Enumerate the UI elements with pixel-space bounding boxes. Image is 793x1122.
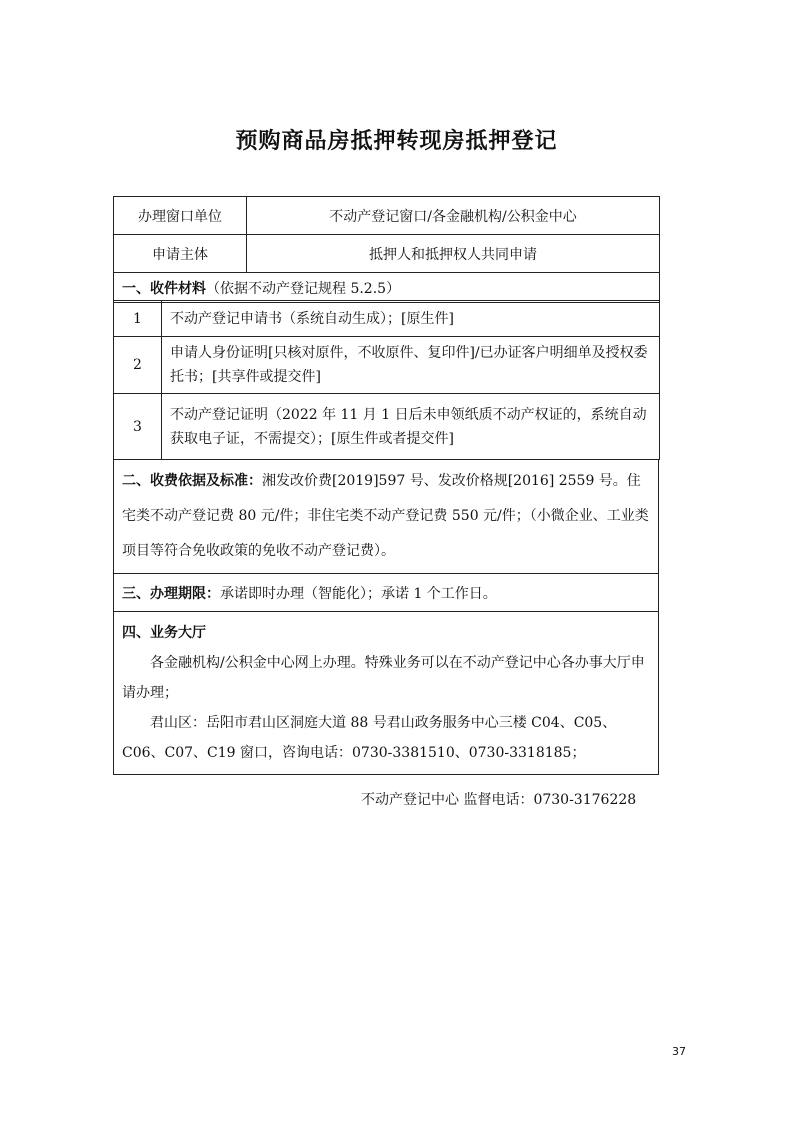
footer-contact: 不动产登记中心 监督电话：0730-3176228 xyxy=(361,792,637,808)
hall-heading: 四、业务大厅 xyxy=(122,625,206,641)
material-row xyxy=(114,394,660,460)
page-title: 预购商品房抵押转现房抵押登记 xyxy=(235,129,558,154)
unit-label: 办理窗口单位 xyxy=(114,197,247,235)
materials-note: （依据不动产登记规程 5.2.5） xyxy=(206,280,401,297)
material-text: 不动产登记证明（2022 年 11 月 1 日后未申领纸质不动产权证的，系统自动获取电子证，不需提交）；[原生件或者提交件] xyxy=(162,394,660,460)
period-cell xyxy=(114,574,659,612)
hall-cell xyxy=(114,612,659,775)
material-num: 3 xyxy=(114,394,162,460)
unit-value: 不动产登记窗口/各金融机构/公积金中心 xyxy=(247,197,660,235)
sections-table xyxy=(113,459,659,775)
unit-row xyxy=(114,197,660,235)
period-text: 承诺即时办理（智能化）；承诺 1 个工作日。 xyxy=(220,585,497,602)
hall-line-2: 君山区：岳阳市君山区洞庭大道 88 号君山政务服务中心三楼 C04、C05、C06、C07、C19 窗口，咨询电话：0730-3381510、0730-3318185； xyxy=(122,715,617,761)
material-num: 1 xyxy=(114,301,162,337)
material-text: 不动产登记申请书（系统自动生成）；[原生件] xyxy=(162,301,660,337)
materials-heading: 一、收件材料 xyxy=(122,280,206,297)
hall-row xyxy=(114,612,659,775)
fee-text: 湘发改价费[2019]597 号、发改价格规[2016] 2559 号。住宅类不动产登记费 80 元/件；非住宅类不动产登记费 550 元/件；（小微企业、工业类项目等符合免收政策的免收不动产登记费）。 xyxy=(122,473,649,559)
fee-heading: 二、收费依据及标准： xyxy=(122,473,262,489)
material-text: 申请人身份证明[只核对原件，不收原件、复印件]/已办证客户明细单及授权委托书；[共享件或提交件] xyxy=(162,337,660,394)
info-table xyxy=(113,196,660,303)
material-row xyxy=(114,337,660,394)
period-heading: 三、办理期限： xyxy=(122,585,220,602)
materials-table xyxy=(113,300,660,460)
subject-row xyxy=(114,235,660,273)
subject-label: 申请主体 xyxy=(114,235,247,273)
period-row xyxy=(114,574,659,612)
materials-heading-cell xyxy=(114,273,660,303)
material-num: 2 xyxy=(114,337,162,394)
fee-row xyxy=(114,460,659,574)
subject-value: 抵押人和抵押权人共同申请 xyxy=(247,235,660,273)
fee-cell xyxy=(114,460,659,574)
materials-heading-row xyxy=(114,273,660,303)
page-number: 37 xyxy=(672,1045,686,1058)
hall-line-1: 各金融机构/公积金中心网上办理。特殊业务可以在不动产登记中心各办事大厅申请办理； xyxy=(122,655,645,701)
material-row xyxy=(114,301,660,337)
